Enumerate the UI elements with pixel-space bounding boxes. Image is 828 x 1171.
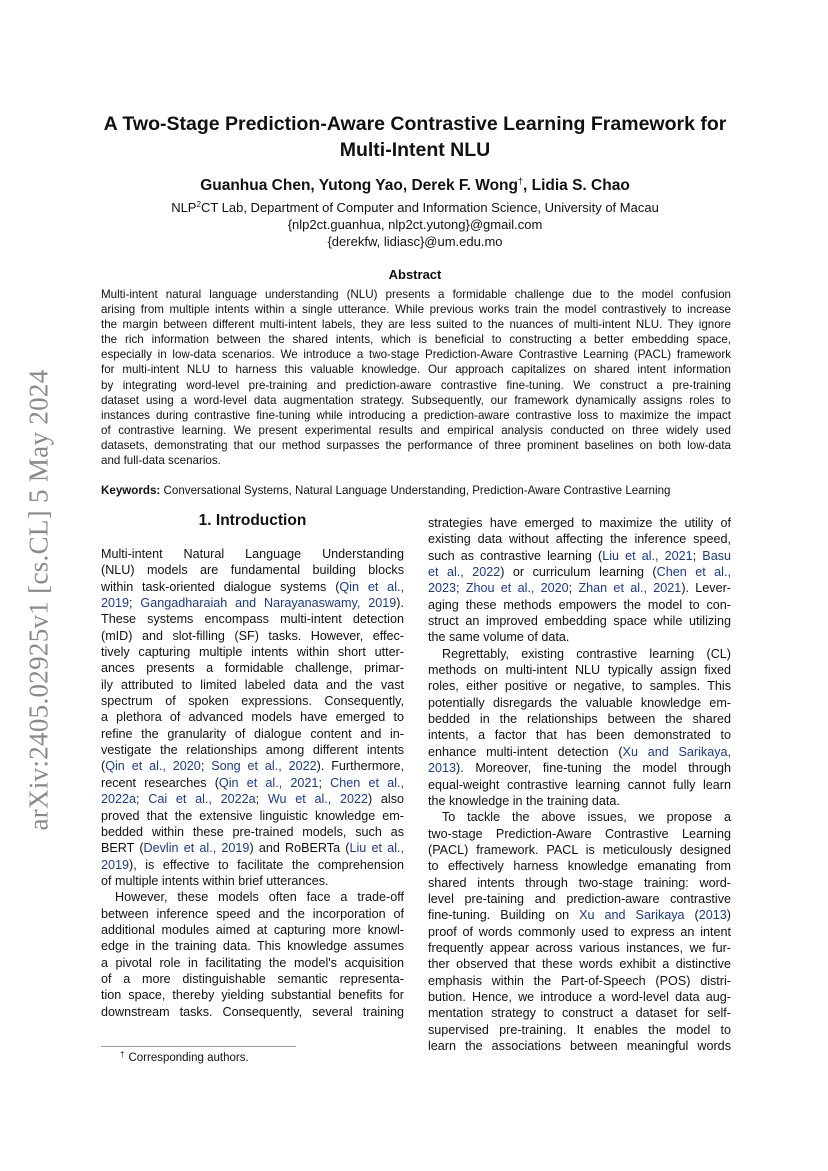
arxiv-identifier-stamp [24,360,54,840]
citation-link[interactable]: Liu et al., 2021 [602,548,693,563]
text-line: bution. Hence, we introduce a word-level data aug- [428,989,731,1004]
text-line: ances presents a formidable challenge, primar- [101,661,404,676]
abstract-line: Multi-intent natural language understanding (NLU) presents a formidable challenge due to the model confusion [101,288,731,301]
citation-link[interactable]: et al., 2022 [428,565,501,580]
citation-link[interactable]: Basu [702,548,732,563]
text-line: intents, a factor that has been demonstrated to [428,728,731,743]
citation-link[interactable]: Qin et al., 2021 [218,775,319,790]
text-line: (Qin et al., 2020; Song et al., 2022). Furthermore, [101,759,405,774]
abstract-line: and full-data scenarios. [101,454,221,468]
author-names-last: , Lidia S. Chao [523,177,630,194]
text-line: equal-weight contrastive learning cannot fully learn [428,777,731,792]
abstract-line: of contrastive learning. We present experimental results and empirical analysis conducted on three widely used [101,423,731,437]
text-line: bedded within these pre-trained models, such as [101,824,404,839]
text-line: proved that the extensive linguistic knowledge em- [101,808,404,823]
text-line: (mID) and slot-filling (SF) tasks. However, effec- [101,628,404,643]
text-line: BERT (Devlin et al., 2019) and RoBERTa (Liu et al., [101,841,405,856]
text-line: Regrettably, existing contrastive learning (CL) [442,646,731,661]
text-line: (PACL) framework. PACL is meticulously designed [428,842,731,857]
text-line: 2022a; Cai et al., 2022a; Wu et al., 2022) also [101,792,404,807]
citation-link[interactable]: Qin et al., [339,579,404,594]
citation-link[interactable]: Devlin et al., 2019 [143,841,250,856]
text-line: edge in the training data. This knowledge assumes [101,939,404,954]
text-line: 2013). Moreover, fine-tuning the model through [428,761,731,776]
text-line: methods on multi-intent NLU typically assign fixed [428,663,731,678]
text-line: roles, either positive or negative, to samples. This [428,679,731,694]
text-line: refine the granularity of dialogue content and in- [101,726,404,741]
text-line: level pre-taining and prediction-aware contrastive [428,891,731,906]
right-column [428,515,731,1054]
citation-link[interactable]: Wu et al., 2022 [267,792,368,807]
abstract-line: instances during contrastive fine-tuning while introducing a prediction-aware contrastive loss to maximize the impact [101,408,731,422]
abstract-line: the rich information between the shared intents, which is beneficial to constructing a better embedding space, [101,333,731,347]
text-line: ther observed that these words exhibit a distinctive [428,957,731,972]
footnote-mark: † [120,1050,125,1059]
affiliation-block [90,196,740,250]
text-line: aging these methods empowers the model to con- [428,597,731,612]
title-line-1: A Two-Stage Prediction-Aware Contrastive Learning Framework for [103,113,727,135]
arxiv-identifier-text: arXiv:2405.02925v1 [cs.CL] 5 May 2024 [23,369,54,831]
text-line: To tackle the above issues, we propose a [442,810,731,825]
text-line: (NLU) models are fundamental building blocks [101,563,404,578]
text-line: the same volume of data. [428,630,570,645]
abstract-heading: Abstract [388,267,442,282]
citation-link[interactable]: Zhan et al., 2021 [578,581,682,596]
text-line: two-stage Prediction-Aware Contrastive Learning [428,826,731,841]
citation-link[interactable]: Chen et al., [656,565,731,580]
text-line: of a more distinguishable semantic representa- [101,971,404,986]
abstract-line: for multi-intent NLU to harness this valuable knowledge. Our approach capitalizes on shared intent information [101,363,731,377]
corresponding-mark: † [517,176,523,186]
keywords-label: Keywords: [101,484,161,497]
abstract-line: the margin between different multi-intent labels, they are less suited to the nuances of multi-intent NLU. They ignore [101,318,731,332]
section-heading-introduction: 1. Introduction [198,512,307,529]
text-line: tion space, thereby yielding substantial benefits for [101,988,404,1003]
text-line: shared intents through two-stage training: word- [428,875,731,890]
text-line: a plethora of advanced models have emerged to [101,710,404,725]
title-line-2: Multi-Intent NLU [339,139,491,161]
text-line: between inference speed and the incorporation of [101,906,404,921]
paper-title [90,111,740,163]
text-line: frequently appear across various instances, we fur- [428,940,731,955]
text-line: fine-tuning. Building on Xu and Sarikaya (2013) [428,908,731,923]
citation-link[interactable]: 2013 [428,761,457,776]
text-line: tively capturing multiple intents within short utter- [101,645,404,660]
text-line: bedded in the relationships between the shared [428,712,731,727]
text-line: 2019; Gangadharaiah and Narayanaswamy, 2019). [101,596,404,611]
text-line: These systems encompass multi-intent detection [101,612,404,627]
footnote [120,1050,249,1064]
affiliation: NLP$^2$CT Lab, Department of Computer and Information Science, University of Macau [171,200,659,215]
text-line: additional modules aimed at capturing more knowl- [101,922,404,937]
left-column [101,546,404,1020]
citation-link[interactable]: Gangadharaiah and Narayanaswamy, 2019 [140,596,397,611]
keywords-text: Conversational Systems, Natural Language Understanding, Prediction-Aware Contrastive Learning [160,484,671,497]
text-line: a pivotal role in facilitating the model's acquisition [101,955,404,970]
text-line: potentially disregards the valuable knowledge em- [428,695,731,710]
text-line: downstream tasks. Consequently, several training [101,1004,404,1019]
text-line: recent researches (Qin et al., 2021; Chen et al., [101,775,404,790]
footnote-divider [101,1046,296,1047]
text-line: However, these models often face a trade-off [115,890,404,905]
citation-link[interactable]: 2019 [101,857,130,872]
citation-link[interactable]: Qin et al., 2020 [105,759,201,774]
citation-link[interactable]: Liu et al., [349,841,405,856]
citation-link[interactable]: 2022a [101,792,137,807]
text-line: of multiple intents within brief utterances. [101,873,329,888]
citation-link[interactable]: Cai et al., 2022a [148,792,256,807]
citation-link[interactable]: Song et al., 2022 [211,759,317,774]
text-line: ily attributed to limited labeled data and the vast [101,677,404,692]
text-line: to effectively harness knowledge emanating from [428,859,731,874]
text-line: vestigate the relationships among different intents [101,743,404,758]
text-line: supervised pre-training. It enables the model to [428,1022,731,1037]
text-line: within task-oriented dialogue systems (Qin et al., [101,579,404,594]
abstract-line: especially in low-data scenarios. We introduce a two-stage Prediction-Aware Contrastive Learning (PACL) framework [101,348,731,362]
text-line: spectrum of spoken expressions. Consequently, [101,694,404,709]
text-line: strategies have emerged to maximize the utility of [428,516,731,530]
keywords [101,484,731,497]
footnote-text: Corresponding authors. [128,1052,249,1064]
abstract-line: arising from multiple intents within a single utterance. While previous works train the model contrastively to increase [101,303,731,317]
text-line: mentation strategy to construct a dataset for self- [428,1006,731,1021]
text-line: enhance multi-intent detection (Xu and Sarikaya, [428,744,732,759]
text-line: existing data without affecting the inference speed, [428,532,731,547]
citation-link[interactable]: Xu and Sarikaya [579,908,685,923]
abstract-line: dataset using a word-level data augmentation strategy. Subsequently, our framework dynamically assigns roles to [101,393,731,407]
citation-link[interactable]: 2013 [698,908,727,923]
abstract-line: datasets, demonstrating that our method surpasses the performance of three prominent baselines on both low-data [101,438,731,452]
text-line: et al., 2022) or curriculum learning (Chen et al., [428,565,731,580]
citation-link[interactable]: Xu and Sarikaya, [622,744,732,759]
text-line: such as contrastive learning (Liu et al., 2021; Basu [428,548,732,563]
text-line: the knowledge in the training data. [428,793,620,808]
citation-link[interactable]: 2019 [101,596,130,611]
text-line: 2023; Zhou et al., 2020; Zhan et al., 2021). Lever- [428,581,731,596]
text-line: struct an improved embedding space while utilizing [428,614,731,629]
author-names: Guanhua Chen, Yutong Yao, Derek F. Wong [200,177,518,194]
text-line: Multi-intent Natural Language Understanding [101,547,404,561]
text-line: emphasis within the Part-of-Speech (POS) distri- [428,973,731,988]
text-line: proof of words commonly used to express an intent [428,924,731,939]
text-line: 2019), is effective to facilitate the comprehension [101,857,404,872]
citation-link[interactable]: Chen et al., [330,775,404,790]
citation-link[interactable]: Zhou et al., 2020 [465,581,569,596]
abstract-body [101,287,731,468]
email-line-2: {derekfw, lidiasc}@um.edu.mo [327,234,503,249]
citation-link[interactable]: 2023 [428,581,457,596]
abstract-line: by integrating word-level pre-training and prediction-aware contrastive fine-tuning. We construct a pre-training [101,378,731,392]
email-line-1: {nlp2ct.guanhua, nlp2ct.yutong}@gmail.com [287,217,543,232]
author-list [90,176,740,195]
text-line: learn the associations between meaningful words [428,1039,731,1053]
